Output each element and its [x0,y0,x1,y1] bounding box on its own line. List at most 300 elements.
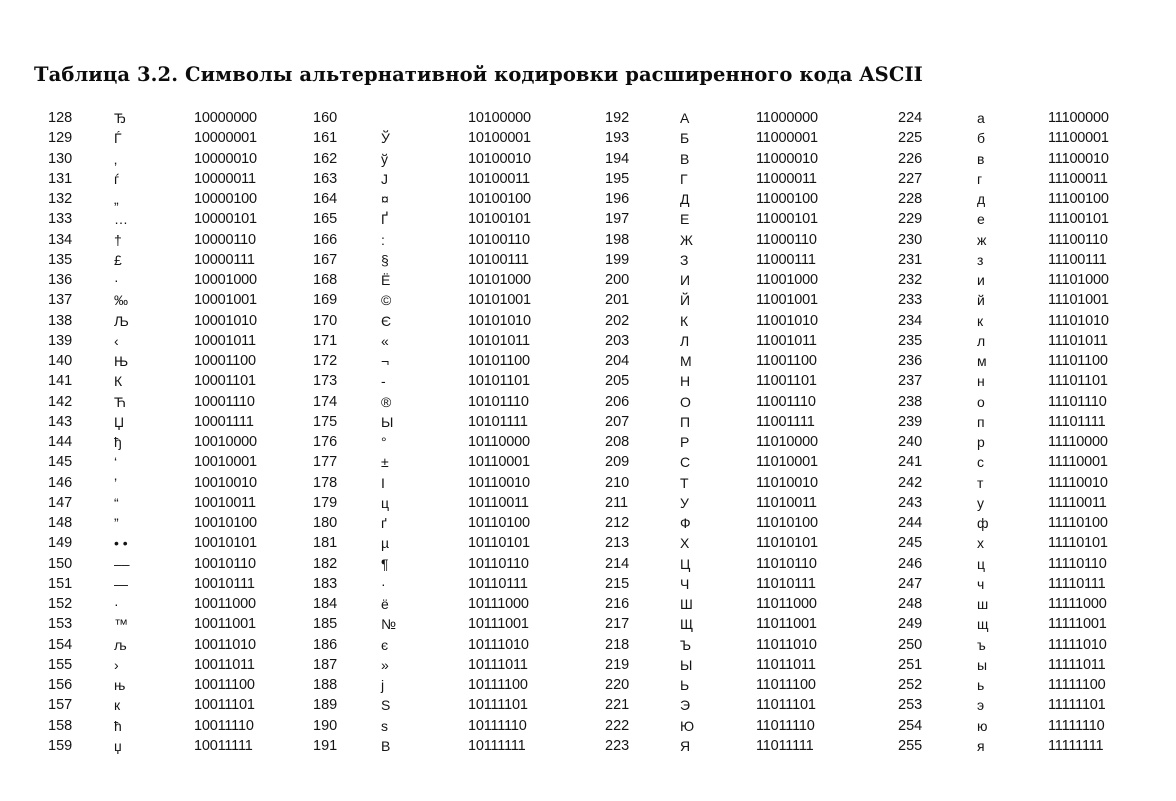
character-symbol: • • [114,535,128,552]
decimal-code: 137 [48,292,73,309]
binary-code: 11101000 [1048,272,1109,288]
decimal-code: 237 [898,373,923,390]
binary-code: 10011010 [194,636,256,653]
binary-code: 10110010 [468,474,530,491]
decimal-code: 155 [48,656,73,673]
character-symbol: О [680,393,691,410]
character-symbol: а [977,110,985,126]
binary-code: 11001100 [756,353,817,369]
binary-code: 10100010 [468,150,531,167]
binary-code: 11110110 [1048,555,1107,572]
decimal-code: 140 [48,353,73,369]
character-symbol: № [381,616,397,633]
binary-code: 10110001 [468,454,530,471]
decimal-code: 150 [48,555,73,572]
character-symbol: Ч [680,575,690,592]
binary-code: 11011101 [756,697,816,714]
character-symbol: ” [114,515,119,531]
character-symbol: » [381,656,389,673]
decimal-code: 188 [313,677,338,693]
decimal-code: 141 [48,373,73,390]
character-symbol: ’ [114,474,118,491]
binary-code: 10001100 [194,353,256,369]
decimal-code: 224 [898,110,923,126]
binary-code: 10001110 [194,393,255,410]
decimal-code: 169 [313,292,338,309]
binary-code: 11000011 [756,170,817,187]
decimal-code: 222 [605,717,630,734]
decimal-code: 158 [48,717,73,734]
decimal-code: 204 [605,353,630,369]
decimal-code: 209 [605,454,630,471]
character-symbol: Ъ [680,636,692,653]
binary-code: 10010101 [194,535,257,552]
character-symbol: I [381,474,385,491]
character-symbol: Д [680,191,690,207]
binary-code: 10101001 [468,292,531,309]
decimal-code: 198 [605,231,630,248]
character-symbol: … [114,211,128,228]
decimal-code: 247 [898,575,923,592]
binary-code: 11110000 [1048,434,1108,450]
character-symbol: µ [381,535,390,552]
character-symbol: З [680,251,689,268]
character-symbol: © [381,292,392,309]
binary-code: 10011100 [194,677,255,693]
decimal-code: 154 [48,636,73,653]
character-symbol: љ [114,636,127,653]
binary-code: 11100101 [1048,211,1109,228]
binary-code: 10101111 [468,413,528,430]
decimal-code: 232 [898,272,923,288]
character-symbol: ю [977,717,988,734]
character-symbol: є [381,636,389,653]
binary-code: 11011010 [756,636,817,653]
decimal-code: 233 [898,292,923,309]
character-symbol: ™ [114,616,128,633]
binary-code: 11111000 [1048,596,1107,612]
decimal-code: 235 [898,332,923,349]
decimal-code: 145 [48,454,73,471]
character-symbol: ® [381,393,392,410]
binary-code: 10100001 [468,130,531,147]
binary-code: 10100000 [468,110,531,126]
character-symbol: К [114,373,123,390]
character-symbol: - [381,373,386,390]
decimal-code: 239 [898,413,923,430]
character-symbol: Р [680,434,690,450]
decimal-code: 157 [48,697,73,714]
decimal-code: 131 [48,170,73,187]
decimal-code: 208 [605,434,630,450]
binary-code: 11101110 [1048,393,1107,410]
character-symbol: К [680,312,689,329]
decimal-code: 143 [48,413,73,430]
decimal-code: 199 [605,251,630,268]
binary-code: 10110111 [468,575,528,592]
character-symbol: С [680,454,691,471]
decimal-code: 234 [898,312,923,329]
binary-code: 10101101 [468,373,530,390]
decimal-code: 148 [48,515,73,531]
character-symbol: ь [977,677,985,693]
binary-code: 11100010 [1048,150,1109,167]
decimal-code: 191 [313,737,338,754]
binary-code: 10000000 [194,110,257,126]
binary-code: 11001110 [756,393,816,410]
decimal-code: 181 [313,535,338,552]
decimal-code: 160 [313,110,338,126]
character-symbol: В [680,150,690,167]
character-symbol: у [977,494,984,511]
binary-code: 11100110 [1048,231,1108,248]
decimal-code: 248 [898,596,923,612]
decimal-code: 238 [898,393,923,410]
decimal-code: 136 [48,272,73,288]
character-symbol: S [381,697,391,714]
binary-code: 11110010 [1048,474,1108,491]
decimal-code: 187 [313,656,338,673]
character-symbol: ћ [114,717,122,734]
binary-code: 11111110 [1048,717,1105,734]
binary-code: 11101100 [1048,353,1108,369]
binary-code: 11101101 [1048,373,1108,390]
character-symbol: › [114,656,119,673]
binary-code: 11111100 [1048,677,1106,693]
decimal-code: 179 [313,494,338,511]
decimal-code: 255 [898,737,923,754]
character-symbol: · [381,575,386,592]
decimal-code: 164 [313,191,338,207]
decimal-code: 223 [605,737,630,754]
binary-code: 10110100 [468,515,530,531]
binary-code: 11011001 [756,616,817,633]
decimal-code: 176 [313,434,338,450]
binary-code: 11001101 [756,373,817,390]
character-symbol: м [977,353,987,369]
binary-code: 11000010 [756,150,818,167]
character-symbol: Ы [381,413,394,430]
character-symbol: · [114,272,119,288]
character-symbol: ° [381,434,387,450]
decimal-code: 175 [313,413,338,430]
binary-code: 11101010 [1048,312,1109,329]
decimal-code: 144 [48,434,73,450]
decimal-code: 170 [313,312,338,329]
character-symbol: Љ [114,312,129,329]
decimal-code: 174 [313,393,338,410]
character-symbol: ‰ [114,292,128,309]
binary-code: 11000110 [756,231,817,248]
binary-code: 11000101 [756,211,818,228]
character-symbol: Ю [680,717,695,734]
decimal-code: 142 [48,393,73,410]
character-symbol: · [114,596,119,612]
binary-code: 10111111 [468,737,526,754]
decimal-code: 180 [313,515,338,531]
decimal-code: 128 [48,110,73,126]
decimal-code: 227 [898,170,923,187]
binary-code: 11010110 [756,555,817,572]
binary-code: 10001000 [194,272,257,288]
decimal-code: 217 [605,616,630,633]
character-symbol: И [680,272,691,288]
binary-code: 10000110 [194,231,256,248]
binary-code: 10100110 [468,231,530,248]
character-symbol: Ф [680,515,691,531]
character-symbol: Э [680,697,691,714]
binary-code: 11001000 [756,272,818,288]
binary-code: 10110101 [468,535,530,552]
decimal-code: 245 [898,535,923,552]
character-symbol: У [680,494,689,511]
binary-code: 11100111 [1048,251,1107,268]
character-symbol: ё [381,596,389,612]
character-symbol: Й [680,292,691,309]
character-symbol: о [977,393,985,410]
character-symbol: Щ [680,616,694,633]
binary-code: 11011111 [756,737,814,754]
binary-code: 11010111 [756,575,816,592]
decimal-code: 210 [605,474,630,491]
binary-code: 10111010 [468,636,529,653]
character-symbol: џ [114,737,122,754]
binary-code: 10101110 [468,393,529,410]
character-symbol: “ [114,494,119,511]
decimal-code: 173 [313,373,338,390]
decimal-code: 192 [605,110,630,126]
character-symbol: А [680,110,690,126]
binary-code: 11011011 [756,656,816,673]
decimal-code: 156 [48,677,73,693]
binary-code: 11011110 [756,717,815,734]
character-symbol: к [977,312,984,329]
binary-code: 11111111 [1048,737,1104,754]
binary-code: 10000010 [194,150,257,167]
character-symbol: Г [680,170,688,187]
decimal-code: 218 [605,636,630,653]
binary-code: 10001011 [194,332,256,349]
decimal-code: 168 [313,272,338,288]
decimal-code: 133 [48,211,73,228]
binary-code: 10111011 [468,656,528,673]
decimal-code: 240 [898,434,923,450]
character-symbol: ‚ [114,150,118,167]
decimal-code: 161 [313,130,338,147]
binary-code: 11110100 [1048,515,1108,531]
binary-code: 11100001 [1048,130,1109,147]
decimal-code: 249 [898,616,923,633]
binary-code: 11110001 [1048,454,1108,471]
decimal-code: 190 [313,717,338,734]
character-symbol: Н [680,373,691,390]
character-symbol: Ў [381,130,390,147]
character-symbol: П [680,413,691,430]
binary-code: 11111011 [1048,656,1106,673]
binary-code: 11111101 [1048,697,1106,714]
decimal-code: 186 [313,636,338,653]
character-symbol: п [977,413,985,430]
character-symbol: £ [114,251,122,268]
binary-code: 10011011 [194,656,255,673]
decimal-code: 135 [48,251,73,268]
binary-code: 11110101 [1048,535,1108,552]
decimal-code: 214 [605,555,630,572]
decimal-code: 167 [313,251,338,268]
binary-code: 11010101 [756,535,818,552]
character-symbol: ± [381,454,389,471]
binary-code: 10100100 [468,191,531,207]
character-symbol: ¬ [381,353,390,369]
decimal-code: 152 [48,596,73,612]
character-symbol: j [381,677,385,693]
binary-code: 11001011 [756,332,817,349]
decimal-code: 153 [48,616,73,633]
binary-code: 10011111 [194,737,253,754]
decimal-code: 230 [898,231,923,248]
character-symbol: л [977,332,986,349]
decimal-code: 162 [313,150,338,167]
character-symbol: ¶ [381,555,389,572]
binary-code: 11101011 [1048,332,1108,349]
character-symbol: ѓ [114,170,120,187]
decimal-code: 193 [605,130,630,147]
binary-code: 11101111 [1048,413,1106,430]
decimal-code: 254 [898,717,923,734]
character-symbol: щ [977,616,989,633]
binary-code: 11100000 [1048,110,1109,126]
decimal-code: 185 [313,616,338,633]
binary-code: 11110011 [1048,494,1107,511]
binary-code: 10010010 [194,474,257,491]
character-symbol: д [977,191,986,207]
binary-code: 11111001 [1048,616,1107,633]
decimal-code: 171 [313,332,338,349]
decimal-code: 159 [48,737,73,754]
binary-code: 10010110 [194,555,256,572]
decimal-code: 252 [898,677,923,693]
character-symbol: Ћ [114,393,126,410]
binary-code: 10010111 [194,575,255,592]
binary-code: 11110111 [1048,575,1106,592]
binary-code: 10100111 [468,251,529,268]
character-symbol: ‘ [114,454,118,471]
character-symbol: б [977,130,986,147]
binary-code: 11001010 [756,312,818,329]
character-symbol: В [381,737,391,754]
decimal-code: 243 [898,494,923,511]
binary-code: 10000100 [194,191,257,207]
decimal-code: 219 [605,656,630,673]
character-symbol: з [977,251,984,268]
character-symbol: њ [114,677,126,693]
character-symbol: ч [977,575,985,592]
decimal-code: 231 [898,251,923,268]
character-symbol: й [977,292,985,309]
character-symbol: Ж [680,231,693,248]
decimal-code: 166 [313,231,338,248]
character-symbol: § [381,251,389,268]
character-symbol: † [114,231,122,248]
binary-code: 10101100 [468,353,530,369]
character-symbol: и [977,272,985,288]
character-symbol: J [381,170,388,187]
character-symbol: ы [977,656,988,673]
decimal-code: 182 [313,555,338,572]
binary-code: 10000101 [194,211,257,228]
binary-code: 10101011 [468,332,530,349]
binary-code: 11000100 [756,191,818,207]
character-symbol: Є [381,312,392,329]
binary-code: 11011000 [756,596,817,612]
character-symbol: Ѓ [114,130,122,147]
character-symbol: s [381,717,388,734]
character-symbol: ф [977,515,989,531]
character-symbol: ђ [114,434,122,450]
decimal-code: 129 [48,130,73,147]
character-symbol: Ё [381,272,391,288]
decimal-code: 196 [605,191,630,207]
binary-code: 11010000 [756,434,818,450]
decimal-code: 216 [605,596,630,612]
binary-code: 10010000 [194,434,257,450]
decimal-code: 189 [313,697,338,714]
character-symbol: Ш [680,596,693,612]
character-symbol: н [977,373,985,390]
character-symbol: ў [381,150,388,167]
decimal-code: 184 [313,596,338,612]
character-symbol: я [977,737,985,754]
decimal-code: 172 [313,353,338,369]
character-symbol: Т [680,474,689,491]
decimal-code: 211 [605,494,629,511]
decimal-code: 151 [48,575,73,592]
binary-code: 10010100 [194,515,257,531]
decimal-code: 138 [48,312,73,329]
decimal-code: 228 [898,191,923,207]
decimal-code: 213 [605,535,630,552]
decimal-code: 221 [605,697,630,714]
decimal-code: 201 [605,292,630,309]
decimal-code: 178 [313,474,338,491]
decimal-code: 220 [605,677,630,693]
character-symbol: т [977,474,984,491]
binary-code: 10001111 [194,413,254,430]
decimal-code: 206 [605,393,630,410]
binary-code: 10110000 [468,434,530,450]
decimal-code: 132 [48,191,73,207]
binary-code: 10111101 [468,697,528,714]
binary-code: 10011101 [194,697,255,714]
binary-code: 10100101 [468,211,531,228]
binary-code: 10110110 [468,555,529,572]
decimal-code: 163 [313,170,338,187]
binary-code: 11100100 [1048,191,1109,207]
decimal-code: 194 [605,150,630,167]
character-symbol: ґ [381,515,387,531]
binary-code: 11101001 [1048,292,1109,309]
decimal-code: 242 [898,474,923,491]
character-symbol: Ђ [114,110,127,126]
decimal-code: 146 [48,474,73,491]
character-symbol: Я [680,737,691,754]
character-symbol: р [977,434,985,450]
character-symbol: „ [114,191,119,207]
decimal-code: 130 [48,150,73,167]
binary-code: 10000111 [194,251,255,268]
decimal-code: 212 [605,515,630,531]
binary-code: 10001101 [194,373,256,390]
